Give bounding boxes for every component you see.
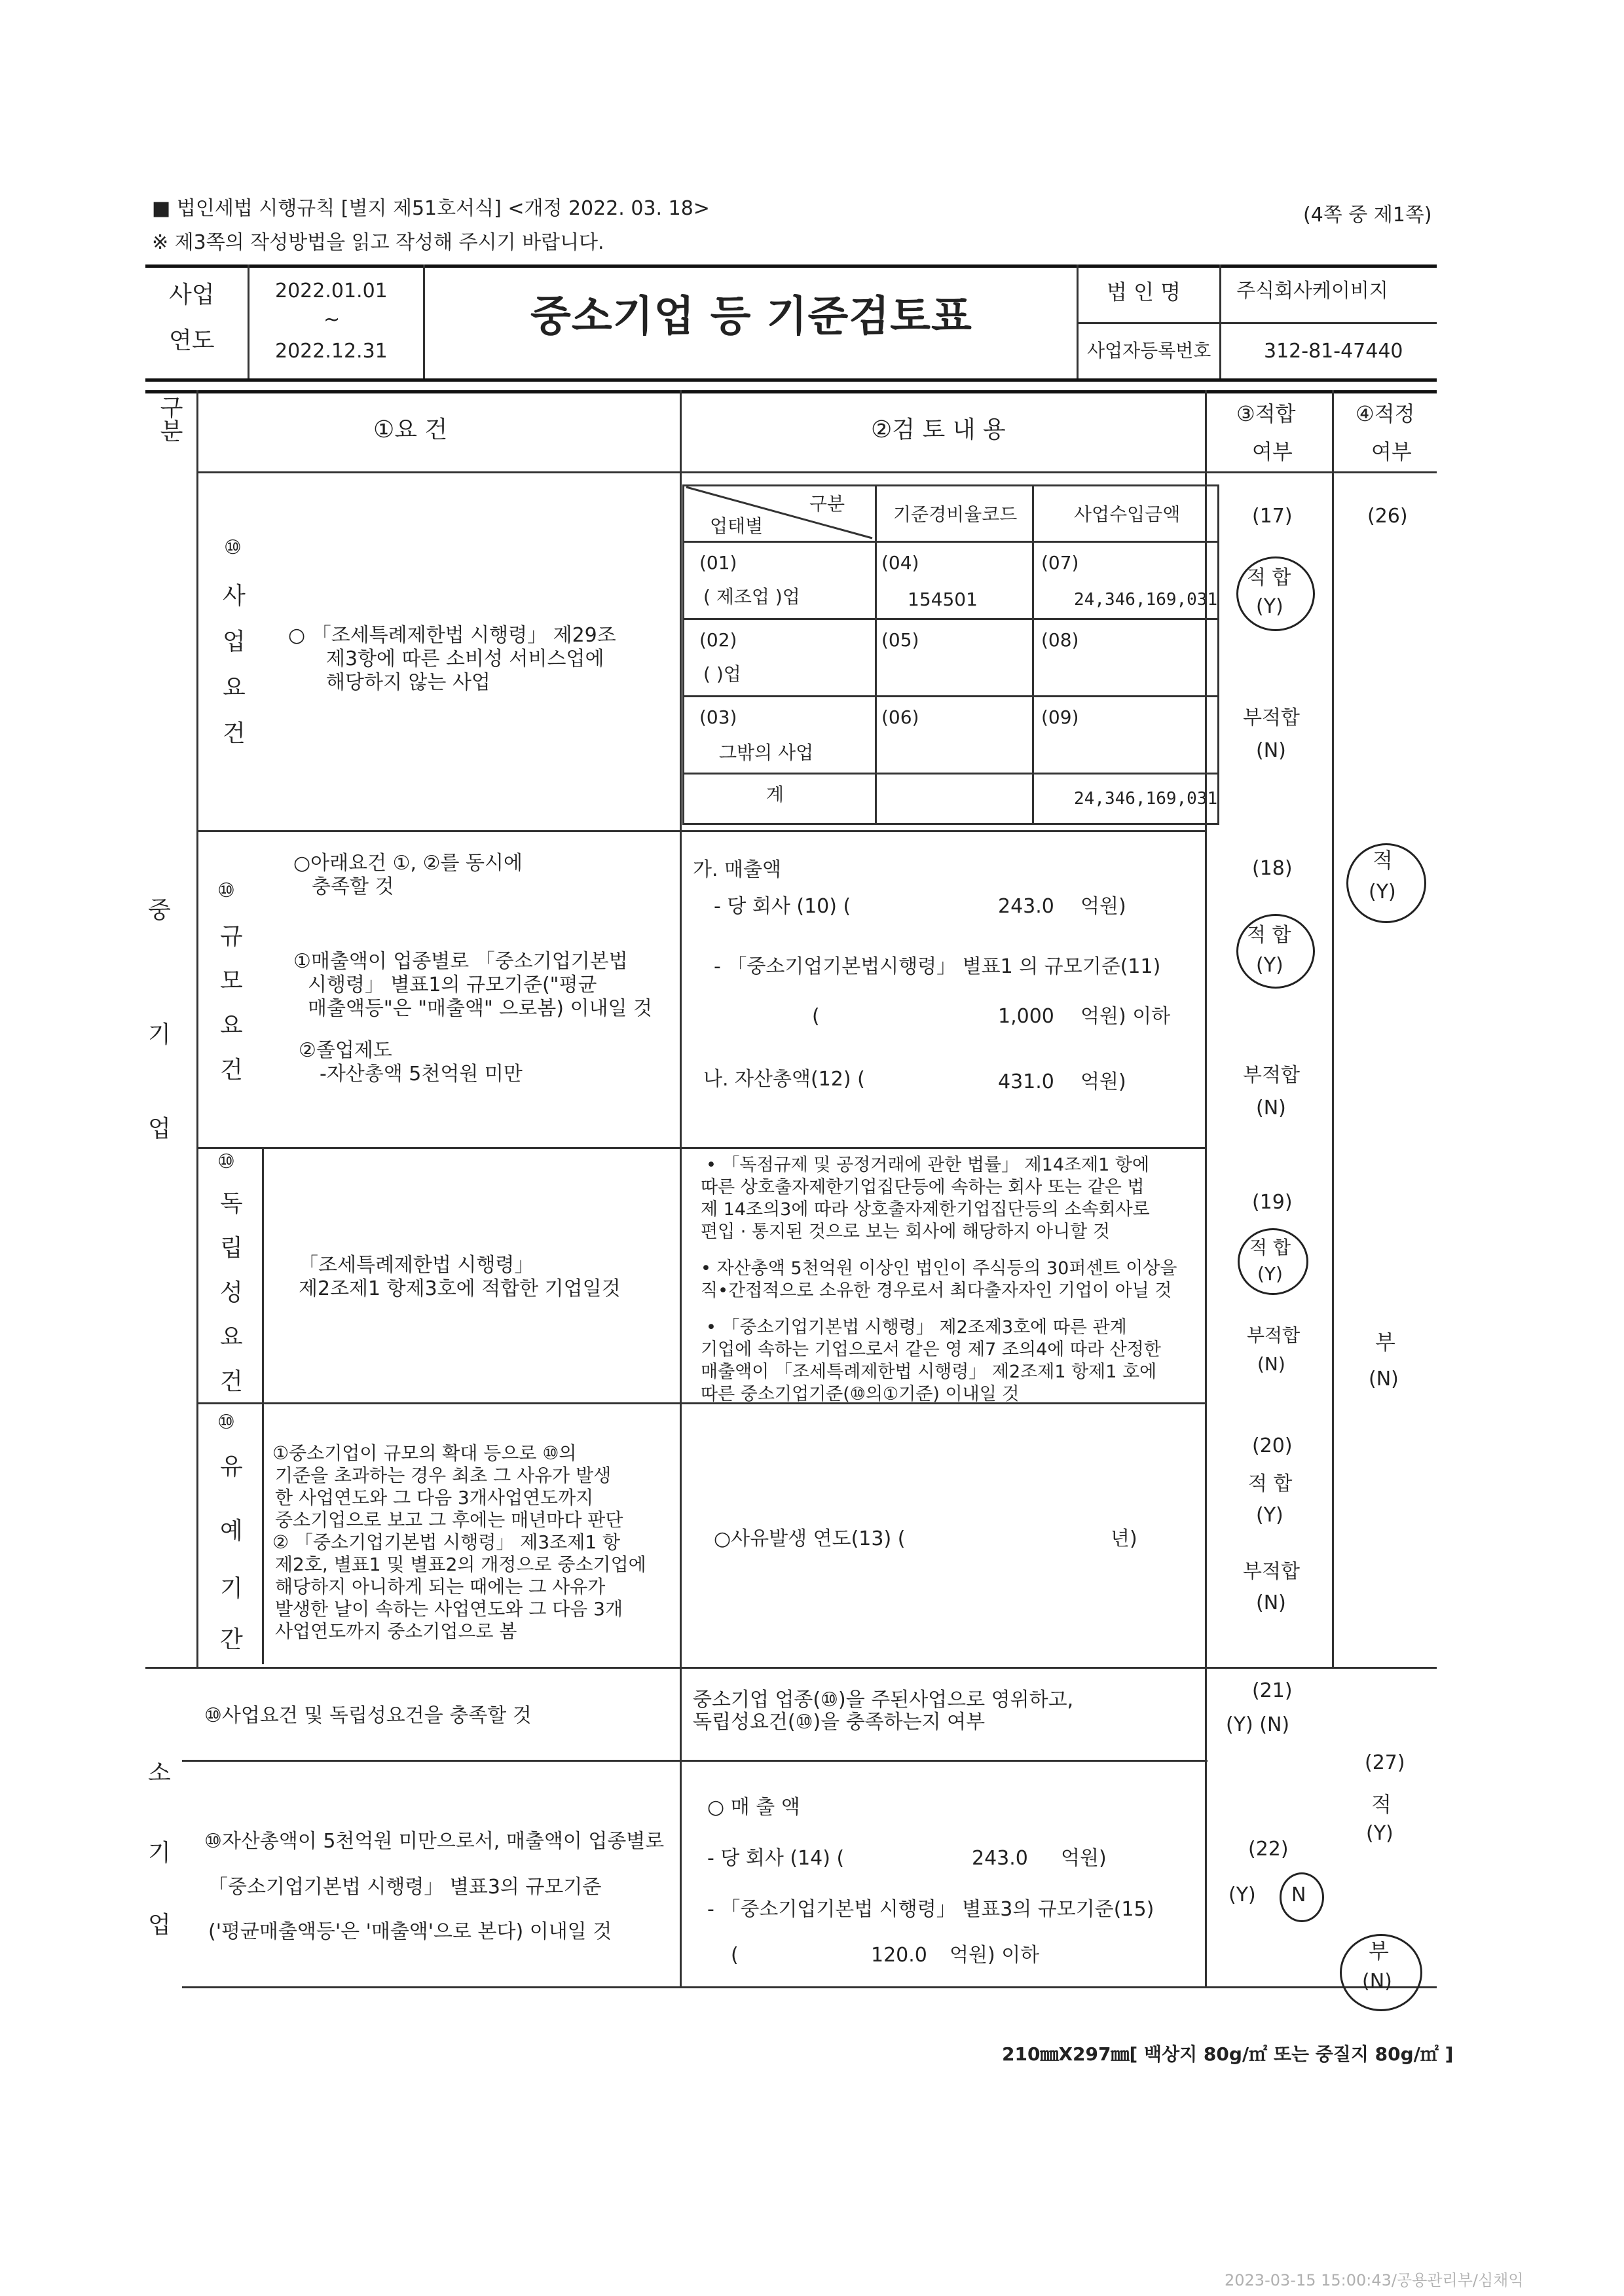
r101-r1-code: 154501 [908,589,978,610]
r102-std-unit: 억원) 이하 [1080,1005,1171,1028]
r102-req-4: 시행령」 별표1의 규모기준("평균 [308,974,597,996]
r106-fit-y: (Y) [1228,1884,1256,1906]
r103-review-3: 제 14조의3에 따라 상호출자제한기업집단등의 소속회사로 [701,1199,1150,1220]
r101-r1-amount: 24,346,169,031 [1074,590,1218,610]
r101-fit-y: (Y) [1256,595,1283,618]
period-label-2: 연도 [169,327,215,354]
r106-right-no: 부 [1369,1939,1389,1963]
r102-req-2: 충족할 것 [312,875,394,898]
r101-label-2: 업 [223,629,246,655]
column-review: ②검 토 내 용 [871,416,1006,443]
r103-fit-yes: 적 합 [1249,1237,1291,1258]
corp-name-label: 법 인 명 [1107,280,1181,304]
r103-req-2: 제2조제1 항제3호에 적합한 기업일것 [299,1277,621,1300]
period-label-1: 사업 [169,282,215,308]
r106-own-value: 243.0 [972,1847,1028,1870]
r102-req-6: ②졸업제도 [299,1039,392,1062]
r102-req-3: ①매출액이 업종별로 「중소기업기본법 [293,950,628,973]
r101-r3-n3: (09) [1041,706,1079,728]
page-indicator: (4쪽 중 제1쪽) [1303,204,1432,227]
side-small-3: 업 [148,1912,171,1939]
r103-review-7: • 「중소기업기본법 시행령」 제2조제3호에 따른 관계 [706,1317,1127,1338]
r102-fit-y: (Y) [1256,954,1283,977]
r103-label-1: 독 [220,1190,243,1217]
r104-req-8: 발생한 날이 속하는 사업연도와 그 다음 3개 [275,1598,623,1620]
r103-label-5: 건 [220,1368,243,1395]
r101-right-code: (26) [1367,505,1408,528]
r104-req-4: 중소기업으로 보고 그 후에는 매년마다 판단 [275,1509,623,1531]
r101-label-4: 건 [223,720,246,747]
r103-fit-no: 부적합 [1247,1324,1301,1346]
r102-req-5: 매출액등"은 "매출액" 으로봄) 이내일 것 [308,997,652,1020]
r103-right-n: (N) [1369,1368,1399,1391]
r104-fit-yes: 적 합 [1248,1472,1293,1495]
r103-right-no: 부 [1375,1330,1395,1355]
r104-label-4: 간 [220,1626,243,1653]
r105-review-2: 독립성요건(⑩)을 충족하는지 여부 [693,1711,986,1734]
r102-label-2: 모 [220,968,243,994]
r103-review-10: 따른 중소기업기준(⑩의①기준) 이내일 것 [701,1384,1020,1404]
r101-r2-n2: (05) [881,629,919,651]
r104-review: ○사유발생 연도(13) ( [714,1527,906,1550]
r104-review-unit: 년) [1111,1527,1137,1550]
r104-req-5: ② 「중소기업기본법 시행령」 제3조제1 항 [272,1531,621,1553]
r102-std-open: ( [812,1005,820,1028]
r101-req-3: 해당하지 않는 사업 [326,671,490,694]
r103-fit-n: (N) [1257,1353,1285,1375]
side-sme-3: 업 [148,1116,171,1142]
column-requirement: ①요 건 [373,416,448,443]
r104-req-9: 사업연도까지 중소기업으로 봄 [275,1620,517,1642]
r101-th-code: 기준경비율코드 [893,503,1018,525]
r104-fit-code: (20) [1252,1434,1293,1457]
r104-req-2: 기준을 초과하는 경우 최초 그 사유가 발생 [275,1465,612,1486]
r101-r1-n2: (04) [881,552,919,574]
r101-r3-n1: (03) [699,706,737,728]
r106-own-unit: 억원) [1061,1847,1107,1870]
r103-fit-code: (19) [1252,1191,1293,1214]
period-tilde: ~ [323,308,341,331]
r101-label-3: 요 [223,674,246,701]
r103-review-1: • 「독점규제 및 공정거래에 관한 법률」 제14조제1 항에 [706,1155,1150,1175]
r101-fit-code: (17) [1252,505,1293,528]
r102-label-1: 규 [220,923,243,950]
instruction-note: ※ 제3쪽의 작성방법을 읽고 작성해 주시기 바랍니다. [152,231,604,254]
r103-label-4: 요 [220,1324,243,1351]
r106-std: - 「중소기업기본법 시행령」 별표3의 규모기준(15) [707,1898,1154,1921]
r103-fit-y: (Y) [1257,1263,1283,1285]
r106-right-yes: 적 [1371,1792,1392,1817]
r101-r3-biz: 그밖의 사업 [719,742,814,763]
r102-label-3: 요 [220,1012,243,1039]
r102-ga: 가. 매출액 [693,858,781,881]
r106-req-2: 「중소기업기본법 시행령」 별표3의 규모기준 [208,1876,602,1899]
r102-req-7: -자산총액 5천억원 미만 [320,1063,523,1085]
r106-fit-n: N [1291,1884,1306,1906]
r102-fit-yes: 적 합 [1247,924,1291,947]
r101-th-amount: 사업수입금액 [1074,503,1181,525]
r106-std-value: 120.0 [871,1944,927,1967]
r101-num: ⑩ [224,536,242,559]
r102-own: - 당 회사 (10) ( [714,895,851,918]
r101-th-type: 업태별 [710,515,764,537]
r106-req-3: ('평균매출액등'은 '매출액'으로 본다) 이내일 것 [208,1920,612,1943]
r101-total-amount: 24,346,169,031 [1074,789,1218,809]
period-end: 2022.12.31 [275,340,388,363]
r101-r3-n2: (06) [881,706,919,728]
r105-fit-code: (21) [1252,1679,1293,1702]
paper-spec: 210㎜X297㎜[ 백상지 80g/㎡ 또는 중질지 80g/㎡ ] [1002,2043,1454,2065]
column-fit-2b: 여부 [1371,439,1412,464]
r106-std-open: ( [731,1944,739,1967]
r104-req-6: 제2호, 별표1 및 별표2의 개정으로 중소기업에 [275,1554,646,1575]
page-title: 중소기업 등 기준검토표 [530,293,972,341]
r104-fit-n: (N) [1256,1592,1286,1614]
side-small-2: 기 [148,1840,171,1867]
r106-right-y: (Y) [1366,1822,1393,1845]
r106-req-1: ⑩자산총액이 5천억원 미만으로서, 매출액이 업종별로 [204,1830,665,1853]
r104-req-7: 해당하지 아니하게 되는 때에는 그 사유가 [275,1576,606,1597]
r105-req: ⑩사업요건 및 독립성요건을 충족할 것 [204,1704,532,1727]
r101-r1-biz: ( 제조업 )업 [703,586,800,608]
column-fit-1: ③적합 [1236,401,1296,426]
r104-num: ⑩ [217,1411,235,1434]
r101-label-1: 사 [223,583,246,610]
r102-own-unit: 억원) [1080,895,1126,918]
r102-fit-no: 부적합 [1243,1064,1300,1087]
r101-r2-n1: (02) [699,629,737,651]
r106-right-n: (N) [1362,1970,1392,1993]
r102-fit-n: (N) [1256,1097,1286,1120]
r101-req-2: 제3항에 따른 소비성 서비스업에 [326,647,604,670]
r104-fit-y: (Y) [1256,1504,1283,1527]
r101-r1-n1: (01) [699,552,737,574]
r105-fit-yn: (Y) (N) [1226,1713,1290,1736]
r101-th-gubun: 구분 [809,493,845,515]
r102-num: ⑩ [217,879,235,902]
r103-review-2: 따른 상호출자제한기업집단등에 속하는 회사 또는 같은 법 [701,1177,1145,1197]
r102-req-1: ○아래요건 ①, ②를 동시에 [293,852,523,875]
r102-label-4: 건 [220,1057,243,1084]
side-sme-1: 중 [148,897,171,924]
r104-label-1: 유 [220,1453,243,1480]
r101-fit-no: 부적합 [1243,706,1300,729]
r101-total-label: 계 [766,784,784,805]
r101-r2-n3: (08) [1041,629,1079,651]
r104-label-3: 기 [220,1575,243,1602]
r102-assets: 나. 자산총액(12) ( [703,1068,865,1091]
reg-no: 312-81-47440 [1264,340,1403,363]
r103-label-2: 립 [220,1235,243,1262]
r104-req-3: 한 사업연도와 그 다음 3개사업연도까지 [275,1487,594,1508]
r101-req-1: ○ 「조세특례제한법 시행령」 제29조 [288,624,616,647]
r104-req-1: ①중소기업이 규모의 확대 등으로 ⑩의 [272,1442,577,1464]
r106-fit-code: (22) [1248,1838,1289,1861]
r103-review-9: 매출액이 「조세특례제한법 시행령」 제2조제1 항제1 호에 [701,1362,1157,1382]
column-fit-1b: 여부 [1252,439,1293,464]
r102-own-value: 243.0 [998,895,1054,918]
corp-name: 주식회사케이비지 [1236,280,1388,302]
r102-std-value: 1,000 [998,1005,1054,1028]
reg-no-label: 사업자등록번호 [1087,340,1211,361]
r102-std: - 「중소기업기본법시행령」 별표1 의 규모기준(11) [714,955,1161,978]
r101-fit-yes: 적 합 [1247,566,1291,589]
r104-fit-no: 부적합 [1243,1560,1300,1583]
r103-review-4: 편입 · 통지된 것으로 보는 회사에 해당하지 아니할 것 [701,1222,1110,1242]
r102-right-y: (Y) [1369,881,1396,903]
r101-r2-biz: ( )업 [703,663,741,685]
r105-review-1: 중소기업 업종(⑩)을 주된사업으로 영위하고, [693,1688,1074,1711]
r103-review-5: • 자산총액 5천억원 이상인 법인이 주식등의 30퍼센트 이상을 [701,1258,1177,1279]
print-stamp: 2023-03-15 15:00:43/공용관리부/심채익 [1225,2271,1524,2289]
r101-fit-n: (N) [1256,739,1286,762]
side-sme-2: 기 [148,1021,171,1048]
form-reference: ■ 법인세법 시행규칙 [별지 제51호서식] <개정 2022. 03. 18> [152,197,710,220]
r104-label-2: 예 [220,1518,243,1544]
r103-review-6: 직•간접적으로 소유한 경우로서 최다출자자인 기업이 아닐 것 [701,1281,1172,1301]
side-small-1: 소 [148,1760,171,1787]
r103-label-3: 성 [220,1279,243,1306]
r103-req-1: 「조세특례제한법 시행령」 [299,1254,534,1277]
r102-assets-unit: 억원) [1080,1070,1126,1093]
r102-right-yes: 적 [1373,848,1393,873]
column-gubun: 구 분 [160,395,183,445]
r106-own: - 당 회사 (14) ( [707,1847,845,1870]
r106-right-code: (27) [1365,1751,1405,1774]
r101-r1-n3: (07) [1041,552,1079,574]
r103-num: ⑩ [217,1150,235,1173]
r103-review-8: 기업에 속하는 기업으로서 같은 영 제7 조의4에 따라 산정한 [701,1339,1161,1360]
period-start: 2022.01.01 [275,280,388,302]
r102-assets-value: 431.0 [998,1070,1054,1093]
column-fit-2: ④적정 [1356,401,1415,426]
r106-std-unit: 억원) 이하 [950,1944,1040,1967]
r106-review-head: ○ 매 출 액 [707,1796,800,1819]
r102-fit-code: (18) [1252,857,1293,880]
